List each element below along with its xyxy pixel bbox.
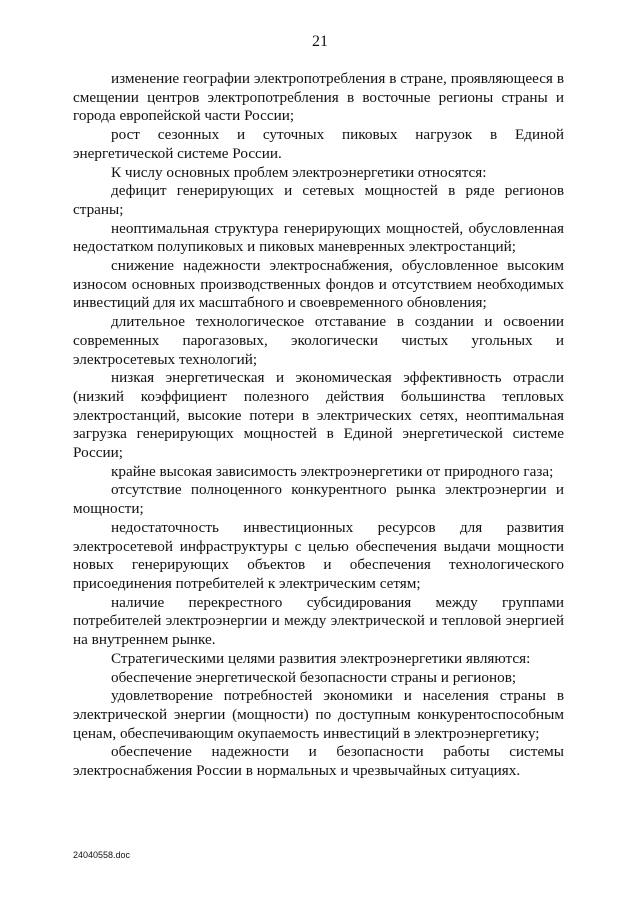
paragraph-geography-shift: изменение географии электропотребления в стране, проявляющееся в смещении центров электропотребления в восточные регионы страны и города европейской части России; (73, 70, 564, 125)
paragraph-gas-dependence: крайне высокая зависимость электроэнергетики от природного газа; (111, 462, 554, 480)
paragraph-generation-structure: неоптимальная структура генерирующих мощностей, обусловленная недостатком полупиковых и пиковых маневренных электростанций; (73, 219, 564, 256)
paragraph-capacity-deficit: дефицит генерирующих и сетевых мощностей в ряде регионов страны; (73, 182, 564, 218)
paragraph-no-competitive-market: отсутствие полноценного конкурентного рынка электроэнергии и мощности; (73, 481, 564, 518)
page-number: 21 (312, 33, 328, 50)
paragraph-technology-lag: длительное технологическое отставание в создании и освоении современных парогазовых, экологически чистых угольных и электросетевых технологий; (73, 313, 564, 368)
paragraph-demand-satisfaction: удовлетворение потребностей экономики и населения страны в электрической энергии (мощности) по доступным конкурентоспособным ценам, обеспечивающим окупаемость инвестиций в электроэнергетику; (73, 687, 564, 742)
paragraph-problems-intro: К числу основных проблем электроэнергетики относятся: (111, 163, 487, 181)
document-body (73, 70, 564, 781)
document-file-code: 24040558.doc (73, 850, 131, 860)
paragraph-peak-loads: рост сезонных и суточных пиковых нагрузок в Единой энергетической системе России. (73, 126, 564, 162)
paragraph-goals-intro: Стратегическими целями развития электроэнергетики являются: (111, 649, 531, 667)
paragraph-reliability-decline: снижение надежности электроснабжения, обусловленное высоким износом основных производственных фондов и отсутствием необходимых инвестиций для их масштабного и своевременного обновления; (73, 257, 564, 312)
paragraph-investment-shortage: недостаточность инвестиционных ресурсов для развития электросетевой инфраструктуры с целью обеспечения выдачи мощности новых генерирующих объектов и обеспечения технологического присоединения потребителей к электрическим сетям; (73, 518, 564, 592)
paragraph-reliability-safety: обеспечение надежности и безопасности работы системы электроснабжения России в нормальных и чрезвычайных ситуациях. (73, 743, 564, 780)
paragraph-energy-security: обеспечение энергетической безопасности страны и регионов; (111, 668, 517, 686)
paragraph-low-efficiency: низкая энергетическая и экономическая эффективность отрасли (низкий коэффициент полезного действия большинства тепловых электростанций, высокие потери в электрических сетях, неоптимальная загрузка генерирующих мощностей в Единой энергетической системе России; (73, 369, 564, 462)
paragraph-cross-subsidies: наличие перекрестного субсидирования между группами потребителей электроэнергии и между электрической и тепловой энергией на внутреннем рынке. (73, 593, 564, 649)
